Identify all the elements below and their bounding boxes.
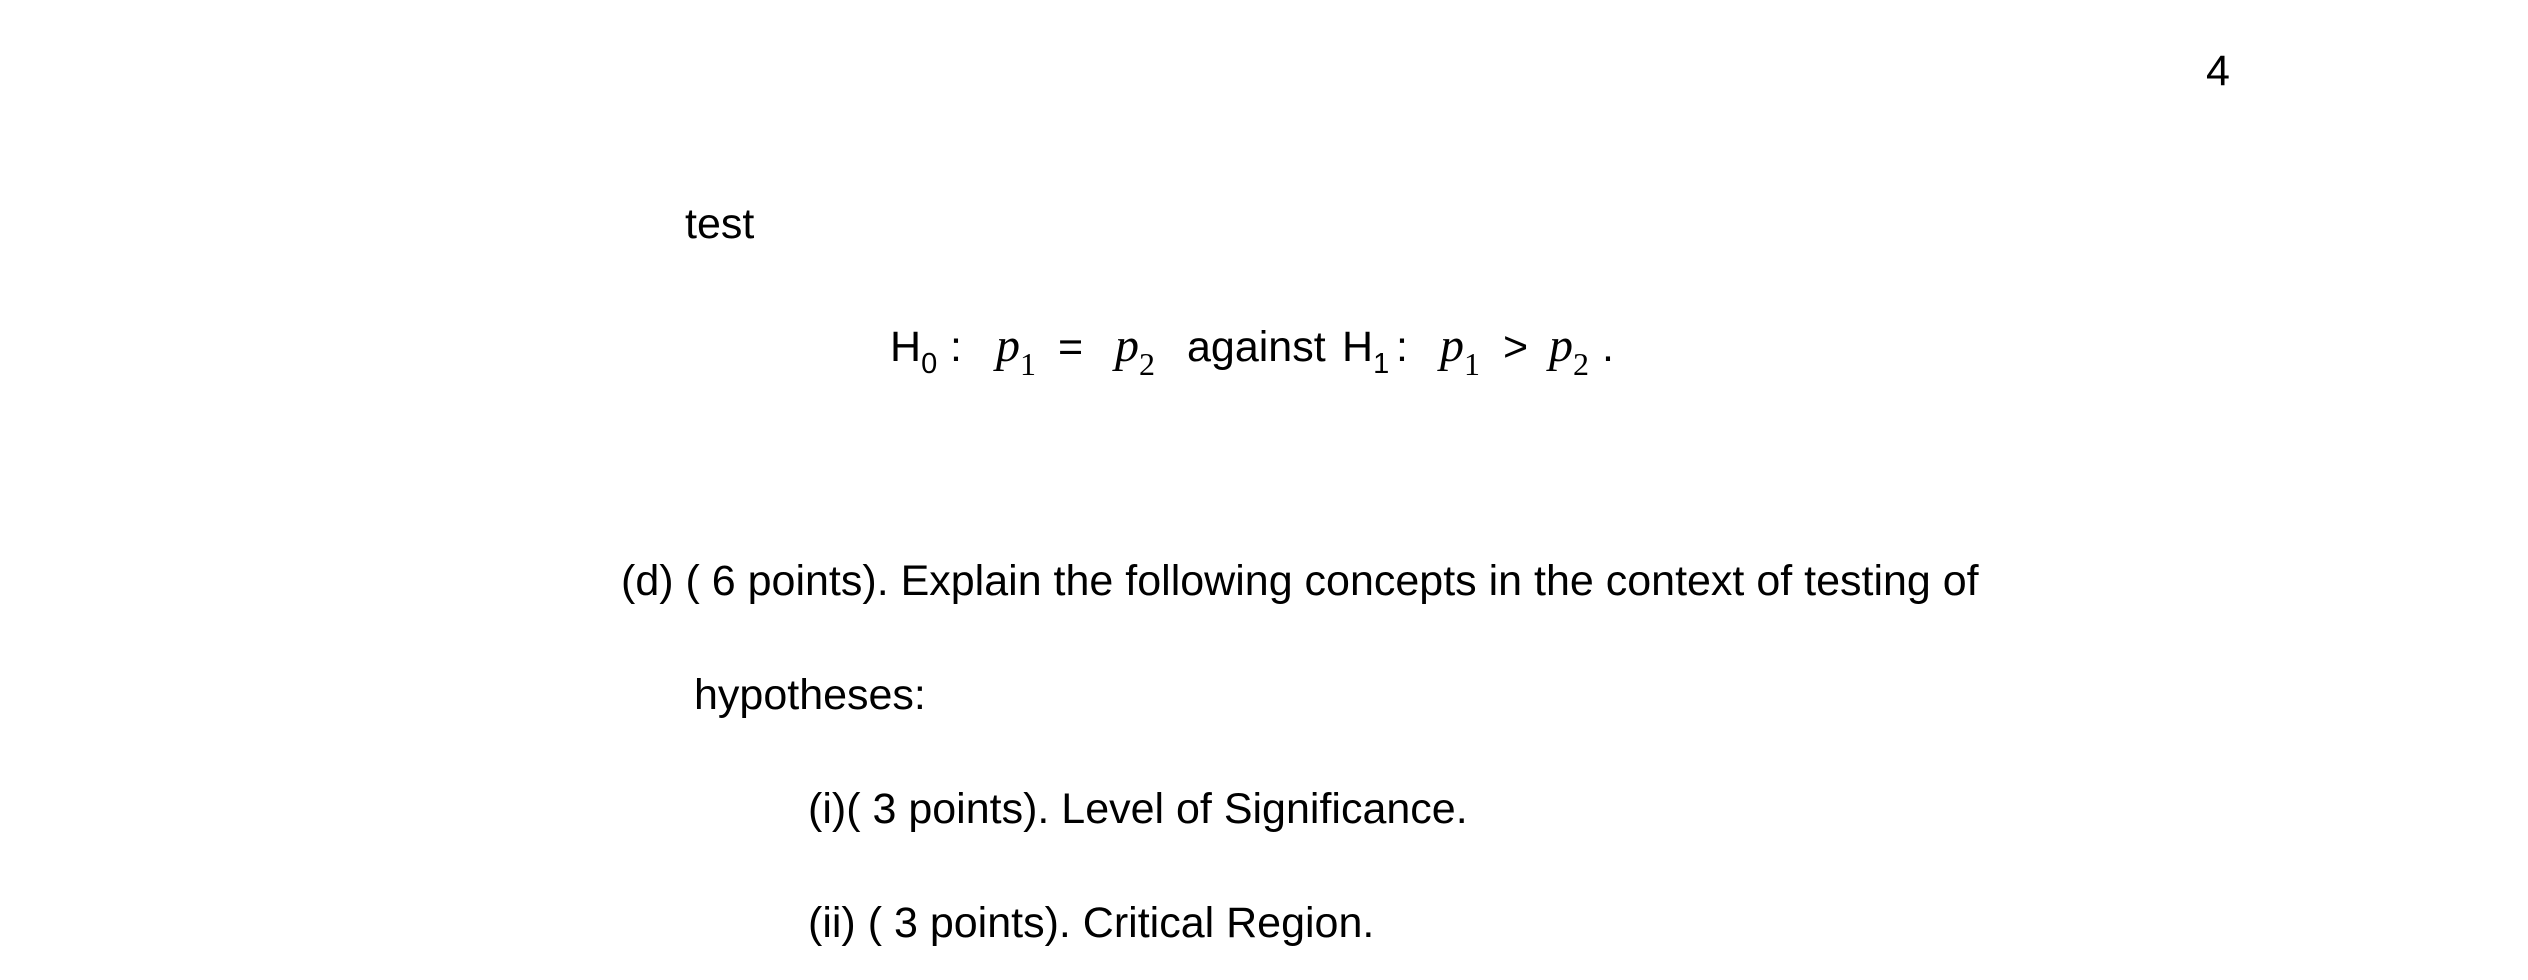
p-variable: p — [1549, 319, 1573, 372]
h0-symbol — [890, 323, 938, 380]
p-subscript: 2 — [1139, 346, 1155, 382]
p-variable: p — [1440, 319, 1464, 372]
p2-left — [1115, 319, 1155, 382]
question-d-item-i: (i)( 3 points). Level of Significance. — [808, 785, 1468, 833]
end-period: . — [1602, 323, 1614, 371]
h1-colon: : — [1396, 323, 1408, 371]
h0-subscript: 0 — [921, 348, 938, 380]
question-d-item-ii: (ii) ( 3 points). Critical Region. — [808, 899, 1375, 947]
p1-right — [1440, 319, 1480, 382]
page-number: 4 — [2206, 47, 2230, 95]
p-variable: p — [1115, 319, 1139, 372]
p-subscript: 1 — [1020, 346, 1036, 382]
against-word: against — [1187, 323, 1326, 371]
p1-left — [996, 319, 1036, 382]
h1-symbol — [1342, 323, 1390, 380]
p-subscript: 2 — [1573, 346, 1589, 382]
greater-than-sign: > — [1503, 323, 1529, 371]
equals-sign: = — [1058, 323, 1084, 371]
p-variable: p — [996, 319, 1020, 372]
question-d-line2: hypotheses: — [694, 671, 926, 719]
lead-word: test — [685, 200, 755, 248]
h0-colon: : — [950, 323, 962, 371]
h1-subscript: 1 — [1373, 348, 1390, 380]
p-subscript: 1 — [1464, 346, 1480, 382]
p2-right — [1549, 319, 1589, 382]
h0-letter: H — [890, 323, 922, 371]
h1-letter: H — [1342, 323, 1374, 371]
question-d-line1: (d) ( 6 points). Explain the following concepts in the context of testing of — [621, 557, 1979, 605]
